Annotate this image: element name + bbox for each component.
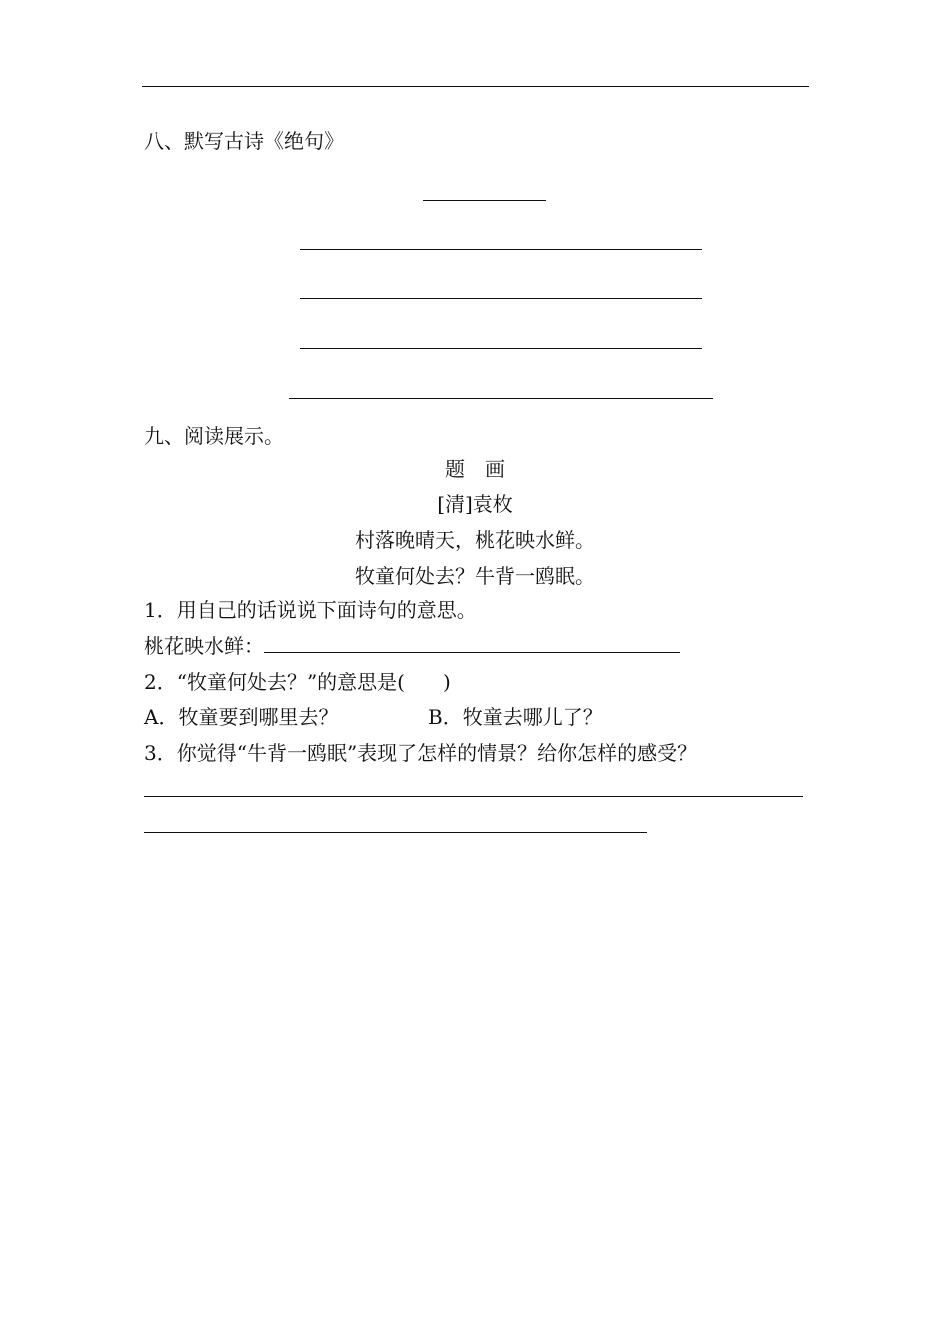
question-3-answer-line-2[interactable] <box>144 832 647 833</box>
poem-title <box>0 457 950 481</box>
question-2-row <box>144 670 451 694</box>
question-2-option-a: A．牧童要到哪里去？ <box>144 705 339 729</box>
poem-line-1: 村落晚晴天，桃花映水鲜。 <box>355 528 595 552</box>
question-1-answer-blank[interactable] <box>264 634 680 653</box>
question-2-close-paren: ) <box>442 670 451 694</box>
poem-line-blank-3[interactable] <box>300 348 702 349</box>
question-2-option-b: B．牧童去哪儿了？ <box>428 705 603 729</box>
question-3-prompt: 3．你觉得“牛背一鸥眠”表现了怎样的情景？给你怎样的感受？ <box>144 741 698 765</box>
poem-line-blank-2[interactable] <box>300 298 702 299</box>
section8-heading: 八、默写古诗《绝句》 <box>144 129 344 153</box>
section9-heading: 九、阅读展示。 <box>144 424 284 448</box>
poem-title-blank[interactable] <box>423 200 546 201</box>
poem-author: [清]袁枚 <box>437 492 513 516</box>
poem-title-text: 题 画 <box>445 457 505 481</box>
question-1-answer-row <box>144 634 680 658</box>
question-3-answer-line-1[interactable] <box>144 796 803 797</box>
poem-line-blank-1[interactable] <box>300 249 702 250</box>
question-2-prompt: 2．“牧童何处去？”的意思是( <box>144 670 405 694</box>
question-1-prompt: 1．用自己的话说说下面诗句的意思。 <box>144 598 477 622</box>
header-rule <box>142 86 809 87</box>
poem-line-blank-4[interactable] <box>289 398 713 399</box>
question-1-sub-label: 桃花映水鲜： <box>144 634 264 658</box>
poem-line-2: 牧童何处去？牛背一鸥眠。 <box>355 564 595 588</box>
